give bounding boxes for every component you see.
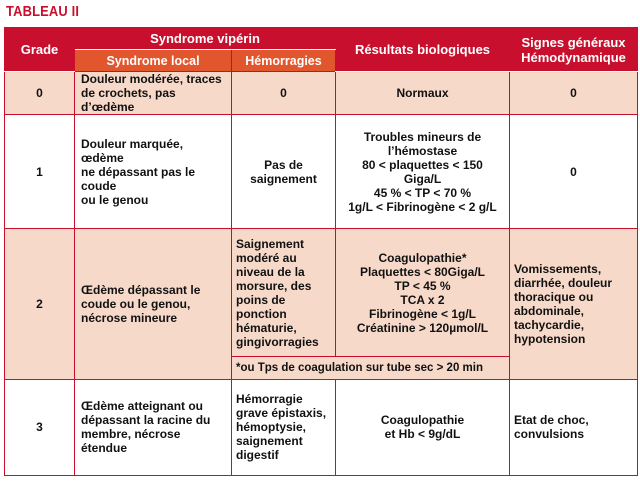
- syndrome-local-cell: Douleur marquée, œdème ne dépassant pas le coude ou le genou: [75, 115, 232, 229]
- signes-cell: 0: [510, 72, 638, 115]
- hemorragies-cell: Pas de saignement: [232, 115, 336, 229]
- table-row: [5, 115, 638, 229]
- hemorragies-cell: Saignement modéré au niveau de la morsure, des poins de ponction hématurie, gingivorragies: [232, 228, 336, 357]
- header-syndrome-local: Syndrome local: [75, 50, 232, 72]
- header-resultats: Résultats biologiques: [336, 28, 510, 72]
- table-row: [5, 379, 638, 475]
- grade-cell: 0: [5, 72, 75, 115]
- coagulation-note: *ou Tps de coagulation sur tube sec > 20 min: [232, 357, 510, 379]
- resultats-cell: Coagulopathie* Plaquettes < 80Giga/L TP < 45 % TCA x 2 Fibrinogène < 1g/L Créatinine > 120µmol/L: [336, 228, 510, 357]
- header-hemorragies: Hémorragies: [232, 50, 336, 72]
- header-grade: Grade: [5, 28, 75, 72]
- header-syndrome-viperin: Syndrome vipérin: [75, 28, 336, 50]
- signes-cell: Vomissements, diarrhée, douleur thoracique ou abdominale, tachycardie, hypotension: [510, 228, 638, 379]
- resultats-cell: Coagulopathie et Hb < 9g/dL: [336, 379, 510, 475]
- table-row: [5, 228, 638, 357]
- hemorragies-cell: 0: [232, 72, 336, 115]
- signes-cell: Etat de choc, convulsions: [510, 379, 638, 475]
- grade-cell: 1: [5, 115, 75, 229]
- syndrome-local-cell: Douleur modérée, traces de crochets, pas d’œdème: [75, 72, 232, 115]
- syndrome-local-cell: Œdème dépassant le coude ou le genou, nécrose mineure: [75, 228, 232, 379]
- signes-cell: 0: [510, 115, 638, 229]
- header-signes: Signes généraux Hémodynamique: [510, 28, 638, 72]
- table-title: TABLEAU II: [6, 3, 80, 20]
- resultats-cell: Normaux: [336, 72, 510, 115]
- grading-table: [4, 27, 638, 476]
- grade-cell: 3: [5, 379, 75, 475]
- table-row: [5, 72, 638, 115]
- syndrome-local-cell: Œdème atteignant ou dépassant la racine du membre, nécrose étendue: [75, 379, 232, 475]
- hemorragies-cell: Hémorragie grave épistaxis, hémoptysie, saignement digestif: [232, 379, 336, 475]
- resultats-cell: Troubles mineurs de l’hémostase 80 < plaquettes < 150 Giga/L 45 % < TP < 70 % 1g/L < Fibrinogène < 2 g/L: [336, 115, 510, 229]
- grade-cell: 2: [5, 228, 75, 379]
